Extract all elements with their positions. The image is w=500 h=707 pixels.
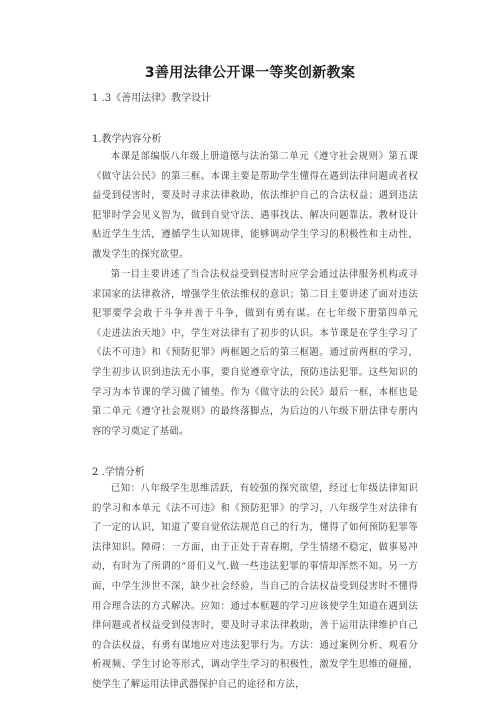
document-title: 3善用法律公开课一等奖创新教案 bbox=[144, 65, 356, 81]
paragraph-content-analysis-1: 本课是部编版八年级上册道德与法治第二单元《遵守社会规则》第五课《做守法公民》的第三框。本课主要是帮助学生懂得在遇到法律问题或者权益受到侵害时，要及时寻求法律救助，依法维护自己的合法权益；遇到违法犯罪时学会见义智为，做到自觉守法、遇事找法、解决问题靠法。教材设计贴近学生生活，遵循学生认知规律，能够调动学生学习的积极性和主动性，激发学生的探究欲望。 bbox=[92, 151, 418, 260]
lesson-subtitle: 1 .3《善用法律》教学设计 bbox=[92, 93, 212, 104]
section-heading-content-analysis: 1.教学内容分析 bbox=[92, 134, 162, 145]
paragraph-student-analysis: 已知：八年级学生思维活跃，有较强的探究欲望，经过七年级法律知识的学习和本单元《法不可违》和《预防犯罪》的学习，八年级学生对法律有了一定的认识，知道了要自觉依法规范自己的行为，懂得了如何预防犯罪等法律知识。障碍：一方面，由于正处于青春期，学生情绪不稳定，做事易冲动，有时为了所谓的“哥们义气.做一些违法犯罪的事情却浑然不知。另一方面，中学生涉世不深，缺少社会经验，当自己的合法权益受到侵害时不懂得用合理合法的方式解决。应知：通过本框题的学习应该使学生知道在遇到法律问题或者权益受到侵害时，要及时寻求法律救助，善于运用法律维护自己的合法权益，有勇有谋地应对违法犯罪行为。方法：通过案例分析、观看分析视频、学生讨论等形式，调动学生学习的积极性，激发学生思维的碰撞，使学生了解运用法律武器保护自己的途径和方法， bbox=[92, 483, 418, 690]
paragraph-content-analysis-2: 第一目主要讲述了当合法权益受到侵害时应学会通过法律服务机构或寻求国家的法律救济，增强学生依法维权的意识；第二目主要讲述了面对违法犯罪要学会敢于斗争并善于斗争，做到有勇有谋。在七年级下册第四单元《走进法治天地》中，学生对法律有了初步的认识。本节课是在学生学习了《法不可违》和《预防犯罪》两框题之后的第三框题。通过前两框的学习，学生初步认识到违法无小事，要自觉遵章守法，预防违法犯罪。这些知识的学习为本节课的学习做了铺垫。作为《做守法的公民》最后一框，本框也是第二单元《遵守社会规则》的最终落脚点，为后边的八年级下册法律专册内容的学习奠定了基础。 bbox=[92, 269, 418, 437]
section-heading-student-analysis: 2 .学情分析 bbox=[92, 467, 145, 478]
